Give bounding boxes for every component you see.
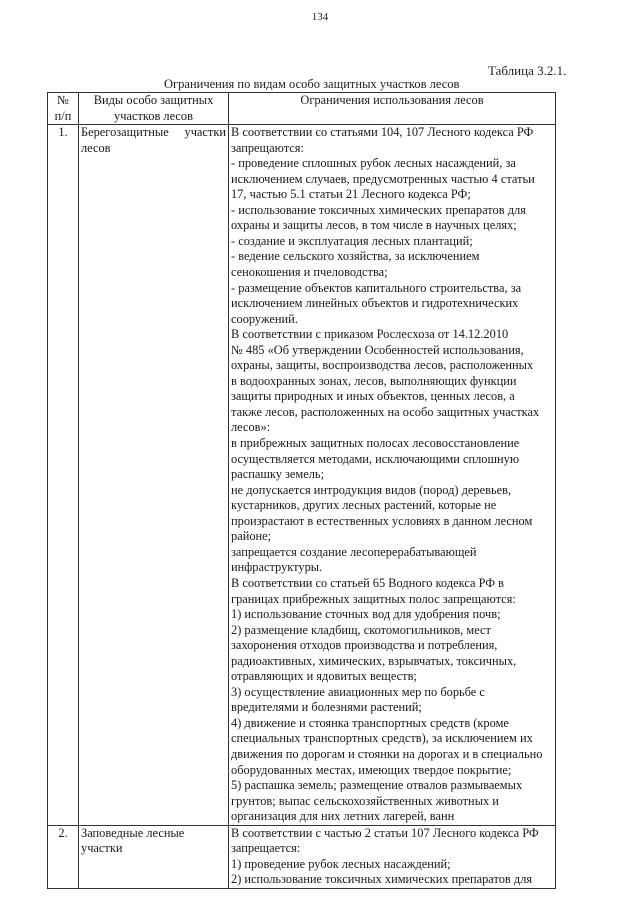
text-line: в водоохранных зонах, лесов, выполняющих функции (231, 373, 517, 388)
row-number: 2. (48, 825, 79, 888)
row-type-line: Заповедные лесные (81, 825, 185, 840)
page-number: 134 (311, 11, 329, 23)
text-line: 2) использование токсичных химических препаратов для (231, 872, 533, 887)
row-number: 1. (48, 125, 79, 826)
text-line: не допускается интродукция видов (пород) деревьев, (231, 482, 512, 497)
header-type-line: участков лесов (114, 108, 193, 123)
row-restrictions (229, 825, 556, 888)
text-line: запрещаются: (231, 140, 304, 155)
text-line: сенокошения и пчеловодства; (231, 265, 388, 280)
text-line: отравляющих и ядовитых веществ; (231, 669, 417, 684)
row-type-word: участки (184, 125, 226, 140)
text-line: - ведение сельского хозяйства, за исключением (231, 249, 480, 264)
text-line: 2) размещение кладбищ, скотомогильников, мест (231, 622, 491, 637)
text-line: № 485 «Об утверждении Особенностей использования, (231, 342, 524, 357)
text-line: В соответствии со статьей 65 Водного кодекса РФ в (231, 575, 504, 590)
text-line: грунтов; выпас сельскохозяйственных животных и (231, 793, 499, 808)
text-line: лесов»: (231, 420, 271, 435)
table-row (48, 825, 556, 888)
text-line: 17, частью 5.1 статьи 21 Лесного кодекса РФ; (231, 187, 471, 202)
text-line: исключением случаев, предусмотренных частью 4 статьи (231, 171, 535, 186)
text-line: - создание и эксплуатация лесных плантаций; (231, 233, 473, 248)
restrictions-table (47, 92, 556, 889)
header-num (48, 93, 79, 125)
text-line: произрастают в естественных условиях в данном лесном (231, 513, 533, 528)
table-label: Таблица 3.2.1. (488, 63, 567, 78)
text-line: охраны и защиты лесов, в том числе в научных целях; (231, 218, 517, 233)
row-type-line: лесов (81, 140, 111, 155)
row-type (79, 825, 229, 888)
text-line: в прибрежных защитных полосах лесовосстановление (231, 436, 520, 451)
header-restrictions: Ограничения использования лесов (229, 93, 556, 125)
text-line: радиоактивных, химических, взрывчатых, токсичных, (231, 653, 517, 668)
text-line: исключением линейных объектов и гидротехнических (231, 296, 519, 311)
row-type (79, 125, 229, 826)
text-line: - использование токсичных химических препаратов для (231, 202, 526, 217)
table-caption: Ограничения по видам особо защитных участков лесов (164, 77, 460, 91)
text-line: захоронения отходов производства и потребления, (231, 638, 498, 653)
text-line: распашку земель; (231, 467, 325, 482)
text-line: оборудованных местах, имеющих твердое покрытие; (231, 762, 512, 777)
text-line: осуществляется методами, исключающими сплошную (231, 451, 520, 466)
text-line: - проведение сплошных рубок лесных насаждений, за (231, 156, 516, 171)
row-restrictions (229, 125, 556, 826)
text-line: защиты природных и иных объектов, ценных лесов, а (231, 389, 515, 404)
text-line: В соответствии со статьями 104, 107 Лесного кодекса РФ (231, 125, 534, 140)
text-line: 5) распашка земель; размещение отвалов размываемых (231, 778, 523, 793)
text-line: инфраструктуры. (231, 560, 323, 575)
text-line: специальных транспортных средств), за исключением их (231, 731, 533, 746)
restrictions-text (231, 125, 553, 825)
text-line: 3) осуществление авиационных мер по борьбе с (231, 684, 485, 699)
table-row (48, 125, 556, 826)
row-type-line: участки (81, 841, 123, 856)
text-line: - размещение объектов капитального строительства, за (231, 280, 522, 295)
header-type (79, 93, 229, 125)
text-line: запрещается создание лесоперерабатывающей (231, 544, 477, 559)
header-type-line: Виды особо защитных (93, 93, 214, 107)
text-line: 1) использование сточных вод для удобрения почв; (231, 607, 501, 622)
text-line: В соответствии с приказом Рослесхоза от 14.12.2010 (231, 327, 509, 342)
text-line: охраны, защиты, воспроизводства лесов, расположенных (231, 358, 534, 373)
text-line: кустарников, других лесных растений, которые не (231, 498, 497, 513)
text-line: сооружений. (231, 311, 298, 326)
text-line: также лесов, расположенных на особо защитных участках (231, 404, 540, 419)
restrictions-text (231, 826, 553, 888)
text-line: организация для них летних лагерей, ванн (231, 809, 455, 824)
header-num-line: № (57, 93, 69, 107)
text-line: районе; (231, 529, 272, 544)
text-line: движения по дорогам и стоянки на дорогах и в специально (231, 746, 543, 761)
text-line: 4) движение и стоянка транспортных средств (кроме (231, 715, 509, 730)
text-line: 1) проведение рубок лесных насаждений; (231, 856, 451, 871)
table-header-row (48, 93, 556, 125)
row-type-word: Берегозащитные (81, 125, 169, 140)
text-line: границах прибрежных защитных полос запрещаются: (231, 591, 516, 606)
row-type-line (81, 125, 226, 141)
header-num-line: п/п (54, 108, 72, 123)
text-line: запрещается: (231, 841, 301, 856)
text-line: вредителями и болезнями растений; (231, 700, 422, 715)
text-line: В соответствии с частью 2 статьи 107 Лесного кодекса РФ (231, 825, 539, 840)
